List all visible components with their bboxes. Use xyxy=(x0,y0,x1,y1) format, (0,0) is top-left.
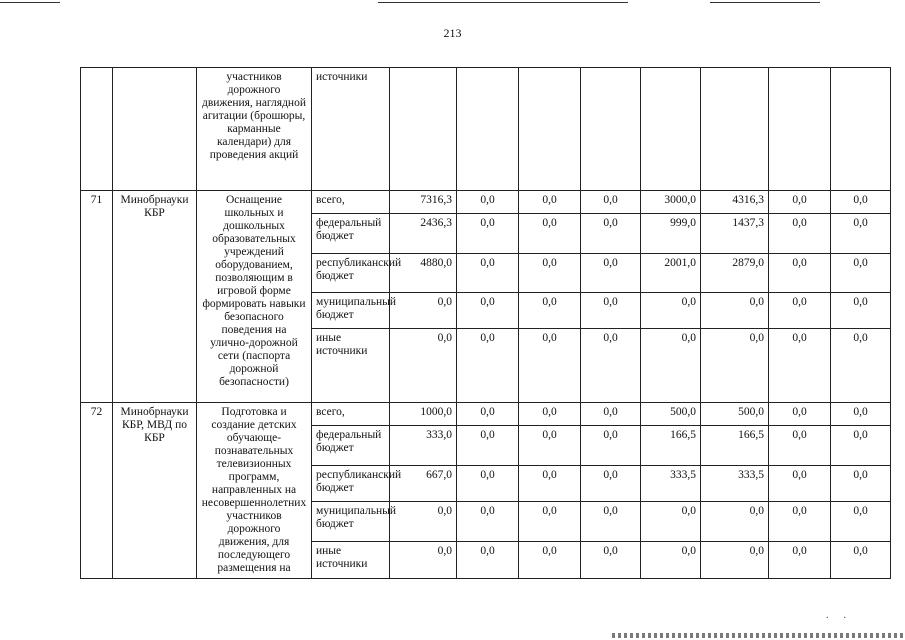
row-source: муниципальный бюджет xyxy=(312,502,390,542)
row-measure: Оснащение школьных и дошкольных образовательных учреждений оборудованием, позволяющим в игровой форме формировать навыки безопасного поведения на улично-дорожной сети (паспорта дорожной безопасности) xyxy=(197,191,312,403)
cell-value xyxy=(519,68,581,191)
cell-value: 166,5 xyxy=(701,426,769,466)
cell-value: 999,0 xyxy=(641,214,701,254)
cell-value: 0,0 xyxy=(641,542,701,579)
cell-value: 3000,0 xyxy=(641,191,701,214)
cell-value: 0,0 xyxy=(519,329,581,403)
top-rule-mid xyxy=(378,2,628,3)
row-source: федеральный бюджет xyxy=(312,426,390,466)
cell-value: 0,0 xyxy=(769,191,831,214)
cell-value: 0,0 xyxy=(581,426,641,466)
row-source: муниципальный бюджет xyxy=(312,293,390,329)
cell-value: 0,0 xyxy=(831,502,891,542)
cell-value: 0,0 xyxy=(457,254,519,293)
cell-value: 0,0 xyxy=(390,293,457,329)
cell-value: 7316,3 xyxy=(390,191,457,214)
cell-value: 0,0 xyxy=(457,466,519,502)
cell-value: 0,0 xyxy=(701,329,769,403)
row-source: всего, xyxy=(312,403,390,426)
cell-value: 0,0 xyxy=(457,329,519,403)
cell-value: 0,0 xyxy=(390,542,457,579)
table-row-continuation xyxy=(81,68,891,191)
cell-value: 4880,0 xyxy=(390,254,457,293)
cell-value xyxy=(831,68,891,191)
cell-value: 0,0 xyxy=(769,403,831,426)
cell-value xyxy=(641,68,701,191)
scan-artifact xyxy=(612,633,905,638)
row-source: иные источники xyxy=(312,329,390,403)
row-source: республиканский бюджет xyxy=(312,254,390,293)
cell-value xyxy=(390,68,457,191)
cell-value: 0,0 xyxy=(581,214,641,254)
cell-value: 0,0 xyxy=(519,293,581,329)
cell-value: 1437,3 xyxy=(701,214,769,254)
cell-value: 1000,0 xyxy=(390,403,457,426)
cell-value: 0,0 xyxy=(769,329,831,403)
cell-value: 0,0 xyxy=(457,403,519,426)
row-source: федеральный бюджет xyxy=(312,214,390,254)
cell-value: 0,0 xyxy=(831,329,891,403)
cell-value: 0,0 xyxy=(831,466,891,502)
cell-value: 0,0 xyxy=(519,191,581,214)
cell-value: 0,0 xyxy=(390,329,457,403)
cell-value: 0,0 xyxy=(457,191,519,214)
cell-value: 0,0 xyxy=(519,466,581,502)
cell-value: 0,0 xyxy=(701,293,769,329)
table-row xyxy=(81,403,891,426)
row-executor: Минобрнауки КБР xyxy=(113,191,197,403)
row-source: всего, xyxy=(312,191,390,214)
cell-value: 0,0 xyxy=(769,502,831,542)
cell-value: 0,0 xyxy=(831,214,891,254)
cell-value: 0,0 xyxy=(581,254,641,293)
cell-value: 0,0 xyxy=(641,293,701,329)
top-rule-right xyxy=(710,2,820,3)
cell-value xyxy=(581,68,641,191)
cell-value: 0,0 xyxy=(769,466,831,502)
cell-value: 0,0 xyxy=(519,403,581,426)
cell-value: 0,0 xyxy=(831,542,891,579)
cell-value: 4316,3 xyxy=(701,191,769,214)
cell-value: 0,0 xyxy=(519,542,581,579)
row-index: 72 xyxy=(81,403,113,579)
cell-value: 0,0 xyxy=(581,502,641,542)
row-source: источники xyxy=(312,68,390,191)
cell-value: 0,0 xyxy=(641,329,701,403)
cell-value: 0,0 xyxy=(457,426,519,466)
cell-value: 0,0 xyxy=(519,502,581,542)
cell-value: 2436,3 xyxy=(390,214,457,254)
cell-value: 0,0 xyxy=(769,542,831,579)
cell-value: 0,0 xyxy=(769,293,831,329)
row-executor xyxy=(113,68,197,191)
table-body xyxy=(81,68,891,579)
cell-value xyxy=(457,68,519,191)
page-number: 213 xyxy=(443,26,462,40)
scan-mark: . . xyxy=(826,610,846,621)
cell-value: 0,0 xyxy=(581,403,641,426)
cell-value: 0,0 xyxy=(519,426,581,466)
table-row xyxy=(81,191,891,214)
cell-value: 0,0 xyxy=(519,214,581,254)
cell-value: 0,0 xyxy=(390,502,457,542)
row-executor: Минобрнауки КБР, МВД по КБР xyxy=(113,403,197,579)
cell-value: 0,0 xyxy=(831,254,891,293)
cell-value xyxy=(701,68,769,191)
cell-value: 0,0 xyxy=(519,254,581,293)
cell-value xyxy=(769,68,831,191)
row-source: иные источники xyxy=(312,542,390,579)
cell-value: 333,5 xyxy=(641,466,701,502)
cell-value: 0,0 xyxy=(457,542,519,579)
cell-value: 0,0 xyxy=(581,293,641,329)
cell-value: 0,0 xyxy=(641,502,701,542)
cell-value: 0,0 xyxy=(581,191,641,214)
cell-value: 0,0 xyxy=(581,466,641,502)
budget-table xyxy=(80,67,891,579)
cell-value: 500,0 xyxy=(641,403,701,426)
row-index: 71 xyxy=(81,191,113,403)
cell-value: 0,0 xyxy=(701,502,769,542)
cell-value: 0,0 xyxy=(769,426,831,466)
cell-value: 2001,0 xyxy=(641,254,701,293)
cell-value: 333,5 xyxy=(701,466,769,502)
top-rule-left xyxy=(0,2,60,3)
row-source: республиканский бюджет xyxy=(312,466,390,502)
cell-value: 0,0 xyxy=(769,214,831,254)
cell-value: 0,0 xyxy=(701,542,769,579)
cell-value: 0,0 xyxy=(831,191,891,214)
cell-value: 0,0 xyxy=(457,502,519,542)
cell-value: 0,0 xyxy=(831,426,891,466)
cell-value: 0,0 xyxy=(769,254,831,293)
row-measure: участников дорожного движения, наглядной агитации (брошюры, карманные календари) для проведения акций xyxy=(197,68,312,191)
cell-value: 0,0 xyxy=(831,293,891,329)
cell-value: 0,0 xyxy=(831,403,891,426)
cell-value: 333,0 xyxy=(390,426,457,466)
row-index xyxy=(81,68,113,191)
cell-value: 0,0 xyxy=(457,214,519,254)
cell-value: 166,5 xyxy=(641,426,701,466)
cell-value: 500,0 xyxy=(701,403,769,426)
row-measure: Подготовка и создание детских обучающе-познавательных телевизионных программ, направленных на несовершеннолетних участников дорожного движения, для последующего размещения на xyxy=(197,403,312,579)
cell-value: 0,0 xyxy=(581,542,641,579)
cell-value: 0,0 xyxy=(581,329,641,403)
cell-value: 667,0 xyxy=(390,466,457,502)
cell-value: 2879,0 xyxy=(701,254,769,293)
cell-value: 0,0 xyxy=(457,293,519,329)
